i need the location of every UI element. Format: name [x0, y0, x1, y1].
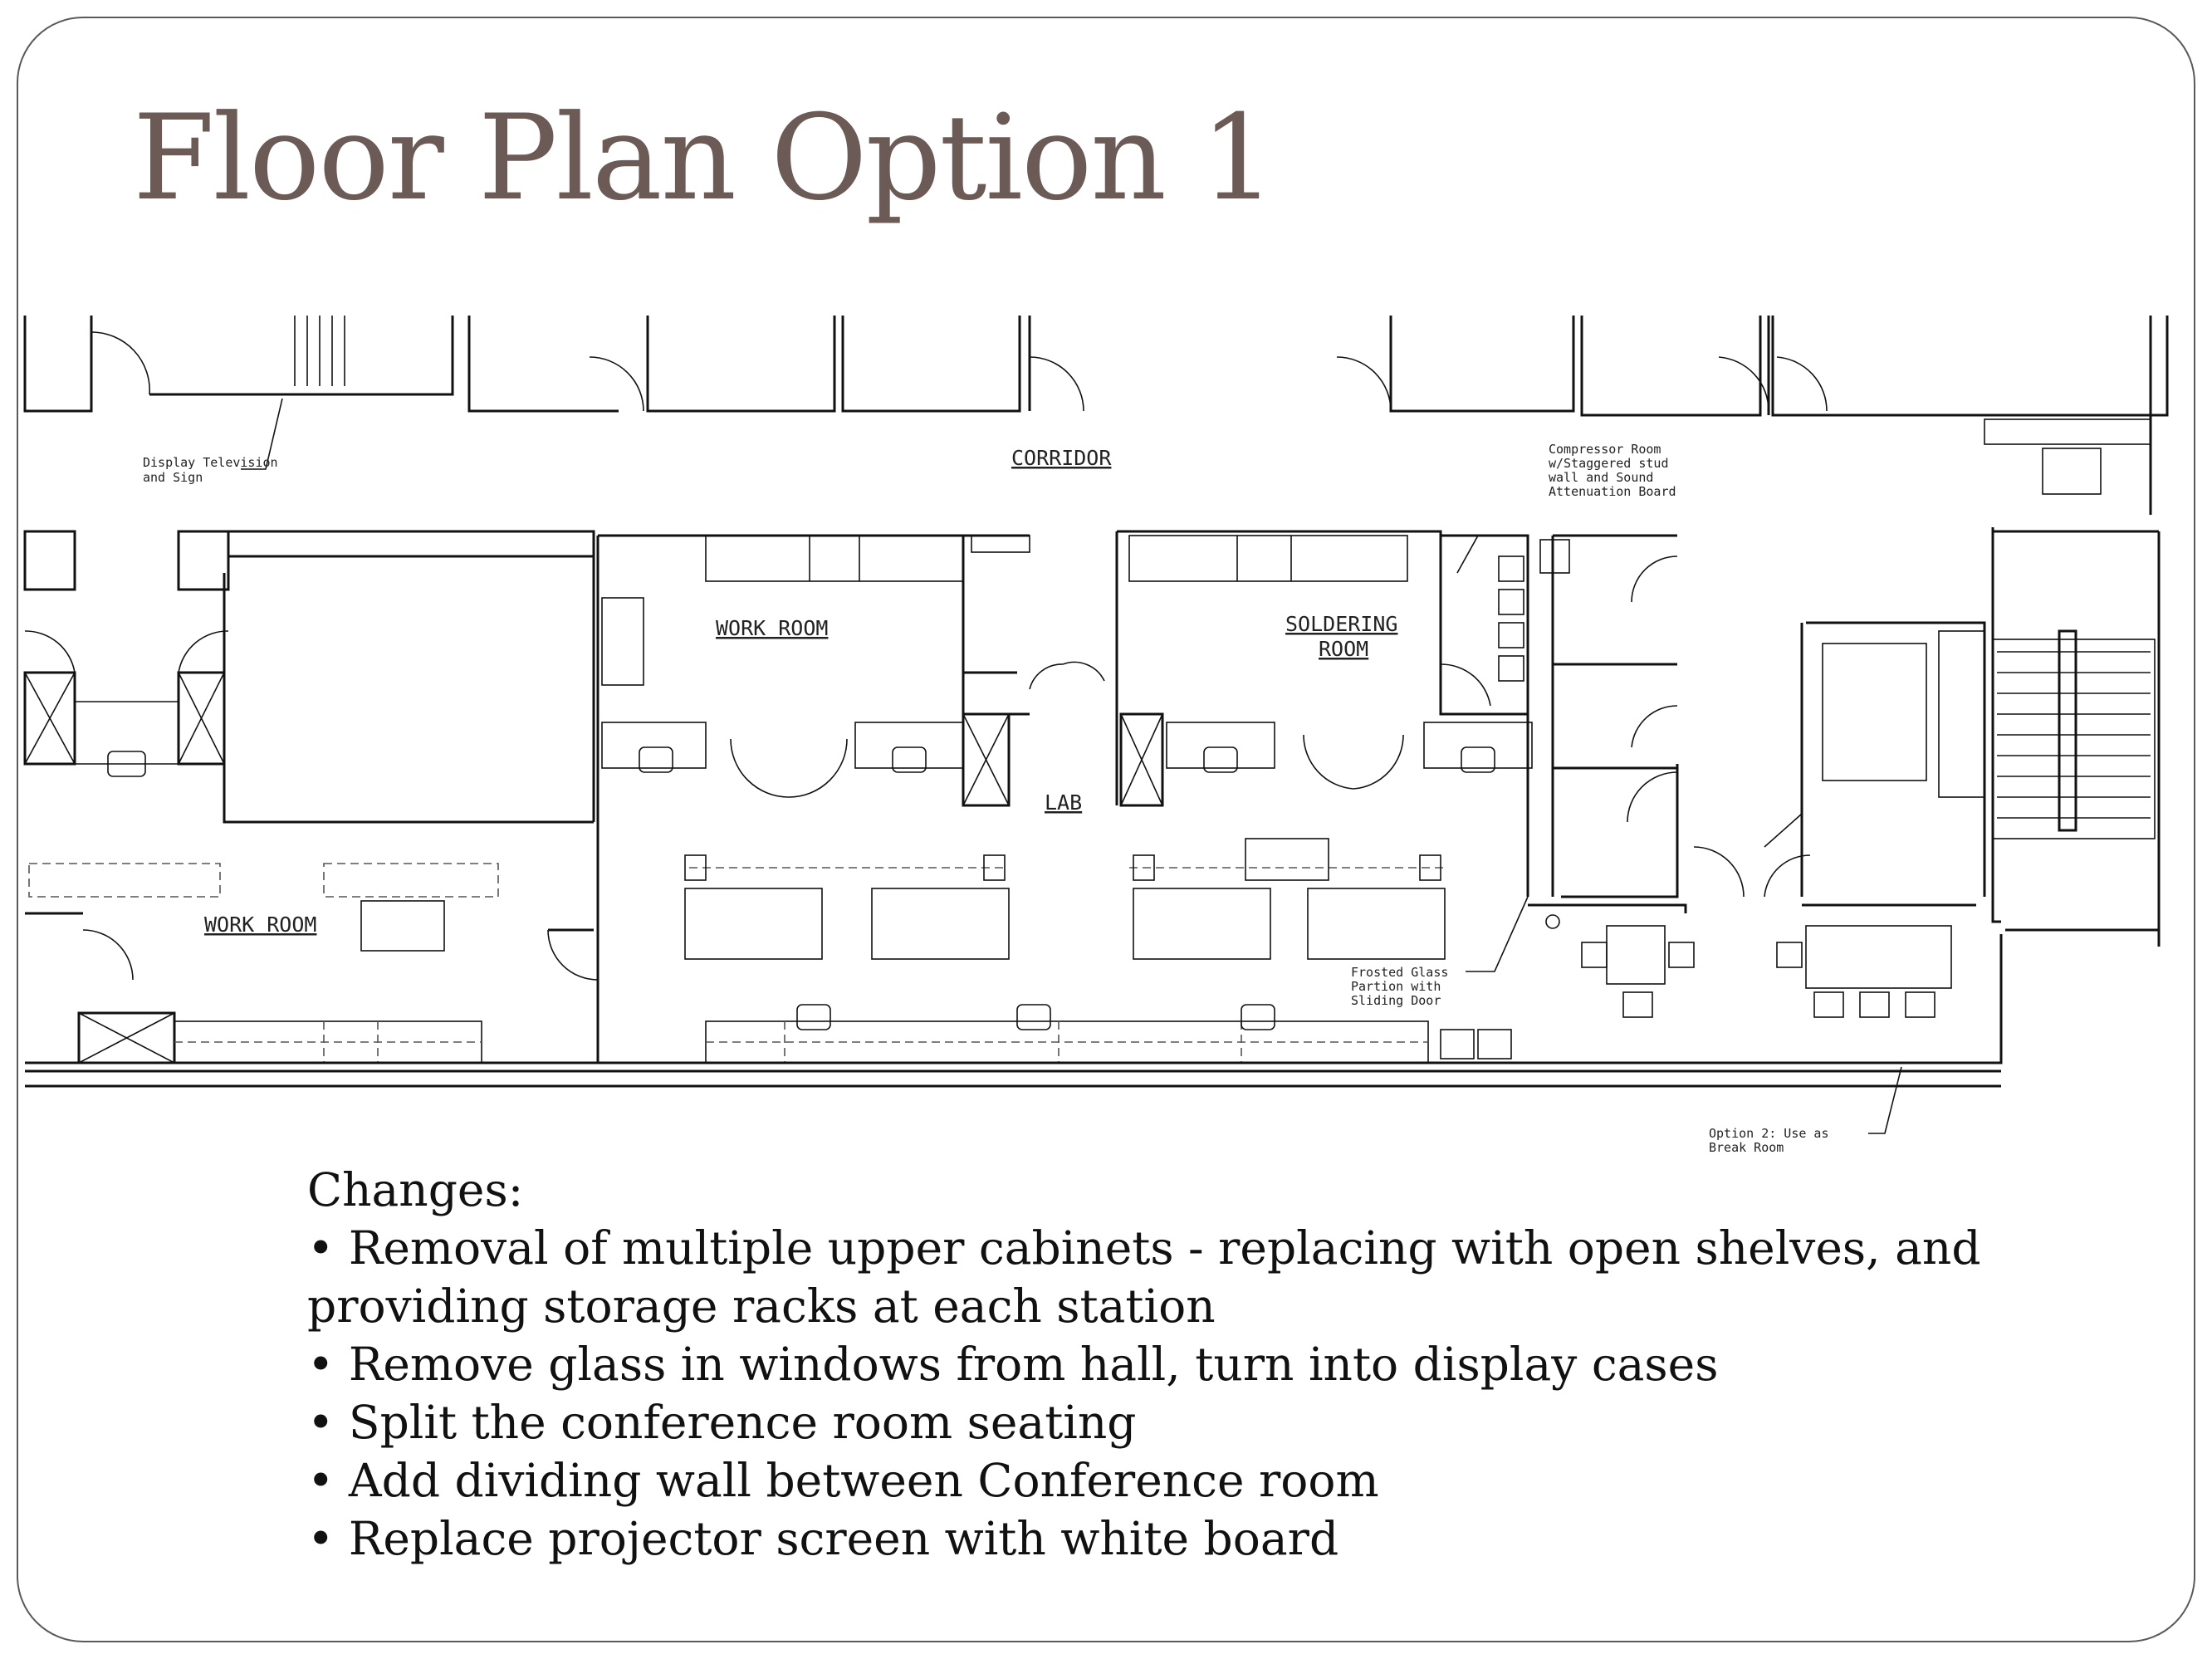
upper-rooms	[25, 316, 2167, 515]
changes-heading: Changes:	[307, 1163, 524, 1216]
change-item: • Add dividing wall between Conference room	[307, 1454, 1379, 1507]
note-option2-line1: Option 2: Use as	[1709, 1126, 1829, 1141]
slide-title: Floor Plan Option 1	[133, 90, 1275, 227]
lab-benches	[685, 839, 1511, 1063]
note-display-line2: and Sign	[143, 470, 203, 485]
soldering-room	[1117, 531, 1532, 805]
note-frosted-line1: Frosted Glass	[1351, 965, 1449, 980]
note-compressor-line2: w/Staggered stud	[1549, 456, 1669, 471]
label-soldering-room-line2: ROOM	[1319, 637, 1369, 661]
changes-list	[307, 1161, 1981, 1568]
note-compressor-line3: wall and Sound	[1549, 470, 1654, 485]
note-frosted-line2: Partion with	[1351, 979, 1441, 994]
label-work-room-left: WORK ROOM	[204, 913, 317, 937]
center-work-room	[598, 536, 1104, 1063]
change-item: • Split the conference room seating	[307, 1396, 1137, 1449]
note-compressor-line1: Compressor Room	[1549, 442, 1661, 457]
change-item: providing storage racks at each station	[307, 1280, 1216, 1333]
note-compressor-line4: Attenuation Board	[1549, 484, 1676, 499]
note-option2-line2: Break Room	[1709, 1140, 1784, 1155]
change-item: • Replace projector screen with white board	[307, 1512, 1339, 1565]
floor-plan-drawing	[0, 316, 2212, 1171]
change-item: • Removal of multiple upper cabinets - replacing with open shelves, and	[307, 1221, 1981, 1275]
right-rooms	[1528, 527, 2159, 1017]
label-work-room-center: WORK ROOM	[716, 616, 829, 640]
label-corridor: CORRIDOR	[1011, 446, 1112, 470]
note-display-line1: Display Television	[143, 455, 278, 470]
change-item: • Remove glass in windows from hall, turn into display cases	[307, 1338, 1719, 1391]
exterior-wall	[25, 399, 2001, 1133]
label-soldering-room-line1: SOLDERING	[1285, 612, 1398, 636]
label-lab: LAB	[1045, 790, 1083, 815]
left-work-room	[25, 531, 598, 1063]
note-frosted-line3: Sliding Door	[1351, 993, 1441, 1008]
